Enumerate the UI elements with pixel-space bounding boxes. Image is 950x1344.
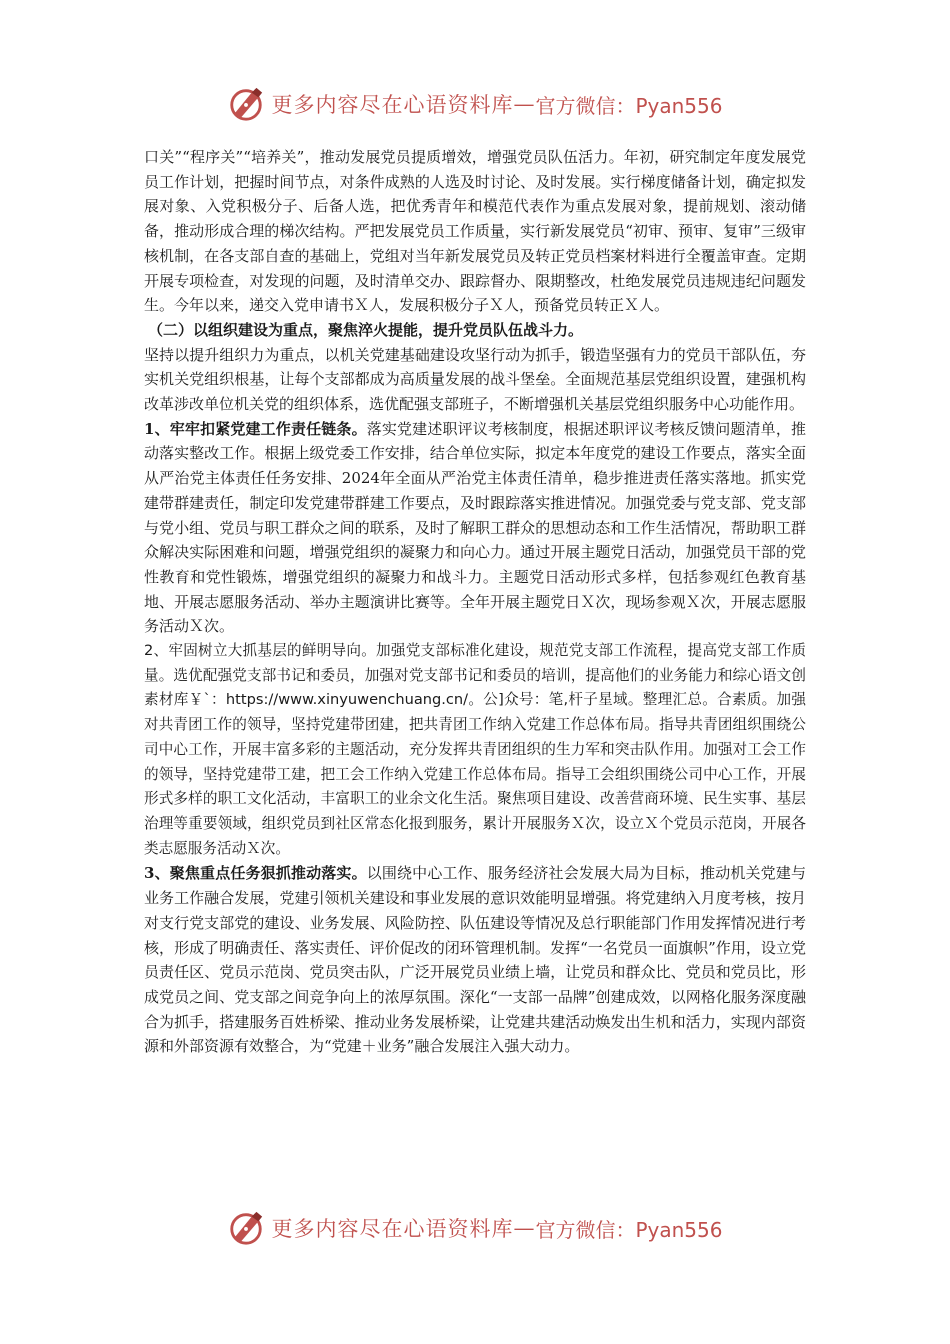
header-banner bbox=[0, 84, 950, 124]
footer-banner bbox=[0, 1208, 950, 1248]
footer-brand: 更多内容尽在心语资料库 bbox=[271, 1217, 514, 1241]
pen-nib-logo-icon bbox=[227, 1209, 265, 1247]
section-heading: （二）以组织建设为重点，聚焦淬火提能，提升党员队伍战斗力。 bbox=[148, 320, 584, 339]
item-1-body: 落实党建述职评议考核制度，根据述职评议考核反馈问题清单，推动落实整改工作。根据上级党委工作安排，结合单位实际，拟定本年度党的建设工作要点，落实全面从严治党主体责任任务安排、2024年全面从严治党主体责任清单，稳步推进责任落实落地。抓实党建带群建责任，制定印发党建带群建工作要点，及时跟踪落实推进情况。加强党委与党支部、党支部与党小组、党员与职工群众之间的联系，及时了解职工群众的思想动态和工作生活情况，帮助职工群众解决实际困难和问题，增强党组织的凝聚力和向心力。通过开展主题党日活动，加强党员干部的党性教育和党性锻炼，增强党组织的凝聚力和战斗力。主题党日活动形式多样，包括参观红色教育基地、开展志愿服务活动、举办主题演讲比赛等。全年开展主题党日Ｘ次，现场参观Ｘ次，开展志愿服务活动Ｘ次。 bbox=[144, 419, 806, 636]
item-3 bbox=[144, 861, 806, 1059]
item-3-lead: 3、聚焦重点任务狠抓推动落实。 bbox=[144, 864, 367, 883]
item-2: 2、牢固树立大抓基层的鲜明导向。加强党支部标准化建设，规范党支部工作流程，提高党支部工作质量。选优配强党支部书记和委员，加强对党支部书记和委员的培训，提高他们的业务能力和综心语文创素材库￥`：https://www.xinyuwenchuang.cn/。公]众号：笔,杆子星域。整理汇总。合素质。加强对共青团工作的领导，坚持党建带团建，把共青团工作纳入党建工作总体布局。指导共青团组织围绕公司中心工作，开展丰富多彩的主题活动，充分发挥共青团组织的生力军和突击队作用。加强对工会工作的领导，坚持党建带工建，把工会工作纳入党建工作总体布局。指导工会组织围绕公司中心工作，开展形式多样的职工文化活动，丰富职工的业余文化生活。聚焦项目建设、改善营商环境、民生实事、基层治理等重要领域，组织党员到社区常态化报到服务，累计开展服务Ｘ次，设立Ｘ个党员示范岗，开展各类志愿服务活动Ｘ次。 bbox=[144, 642, 806, 857]
footer-wechat: 官方微信：Pyan556 bbox=[535, 1217, 723, 1242]
item-3-body: 以围绕中心工作、服务经济社会发展大局为目标，推动机关党建与业务工作融合发展，党建引领机关建设和事业发展的意识效能明显增强。将党建纳入月度考核，按月对支行党支部党的建设、业务发展、风险防控、队伍建设等情况及总行职能部门作用发挥情况进行考核，形成了明确责任、落实责任、评价促改的闭环管理机制。发挥“一名党员一面旗帜”作用，设立党员责任区、党员示范岗、党员突击队，广泛开展党员业绩上墙，让党员和群众比、党员和党员比，形成党员之间、党支部之间竞争向上的浓厚氛围。深化“一支部一品牌”创建成效，以网格化服务深度融合为抓手，搭建服务百姓桥梁、推动业务发展桥梁，让党建共建活动焕发出生机和活力，实现内部资源和外部资源有效整合，为“党建＋业务”融合发展注入强大动力。 bbox=[144, 864, 806, 1056]
banner-dash: — bbox=[513, 92, 536, 116]
banner-brand: 更多内容尽在心语资料库 bbox=[271, 93, 514, 117]
pen-nib-logo-icon bbox=[227, 85, 265, 123]
item-1-lead: 1、牢牢扣紧党建工作责任链条。 bbox=[144, 419, 367, 438]
footer-dash: — bbox=[513, 1216, 536, 1240]
document-body bbox=[144, 145, 806, 1059]
paragraph-1: 口关”“程序关”“培养关”，推动发展党员提质增效，增强党员队伍活力。年初，研究制定年度发展党员工作计划，把握时间节点，对条件成熟的人选及时讨论、及时发展。实行梯度储备计划，确定拟发展对象、入党积极分子、后备人选，把优秀青年和模范代表作为重点发展对象，提前规划、滚动储备，推动形成合理的梯次结构。严把发展党员工作质量，实行新发展党员“初审、预审、复审”三级审核机制，在各支部自查的基础上，党组对当年新发展党员及转正党员档案材料进行全覆盖审查。定期开展专项检查，对发现的问题，及时清单交办、跟踪督办、限期整改，杜绝发展党员违规违纪问题发生。今年以来，递交入党申请书Ｘ人，发展积极分子Ｘ人，预备党员转正Ｘ人。 bbox=[144, 148, 806, 315]
paragraph-2: 坚持以提升组织力为重点，以机关党建基础建设攻坚行动为抓手，锻造坚强有力的党员干部队伍，夯实机关党组织根基，让每个支部都成为高质量发展的战斗堡垒。全面规范基层党组织设置，建强机构改革涉改单位机关党的组织体系，选优配强支部班子，不断增强机关基层党组织服务中心功能作用。 bbox=[144, 345, 806, 414]
item-1 bbox=[144, 417, 806, 639]
banner-wechat: 官方微信：Pyan556 bbox=[535, 93, 723, 118]
